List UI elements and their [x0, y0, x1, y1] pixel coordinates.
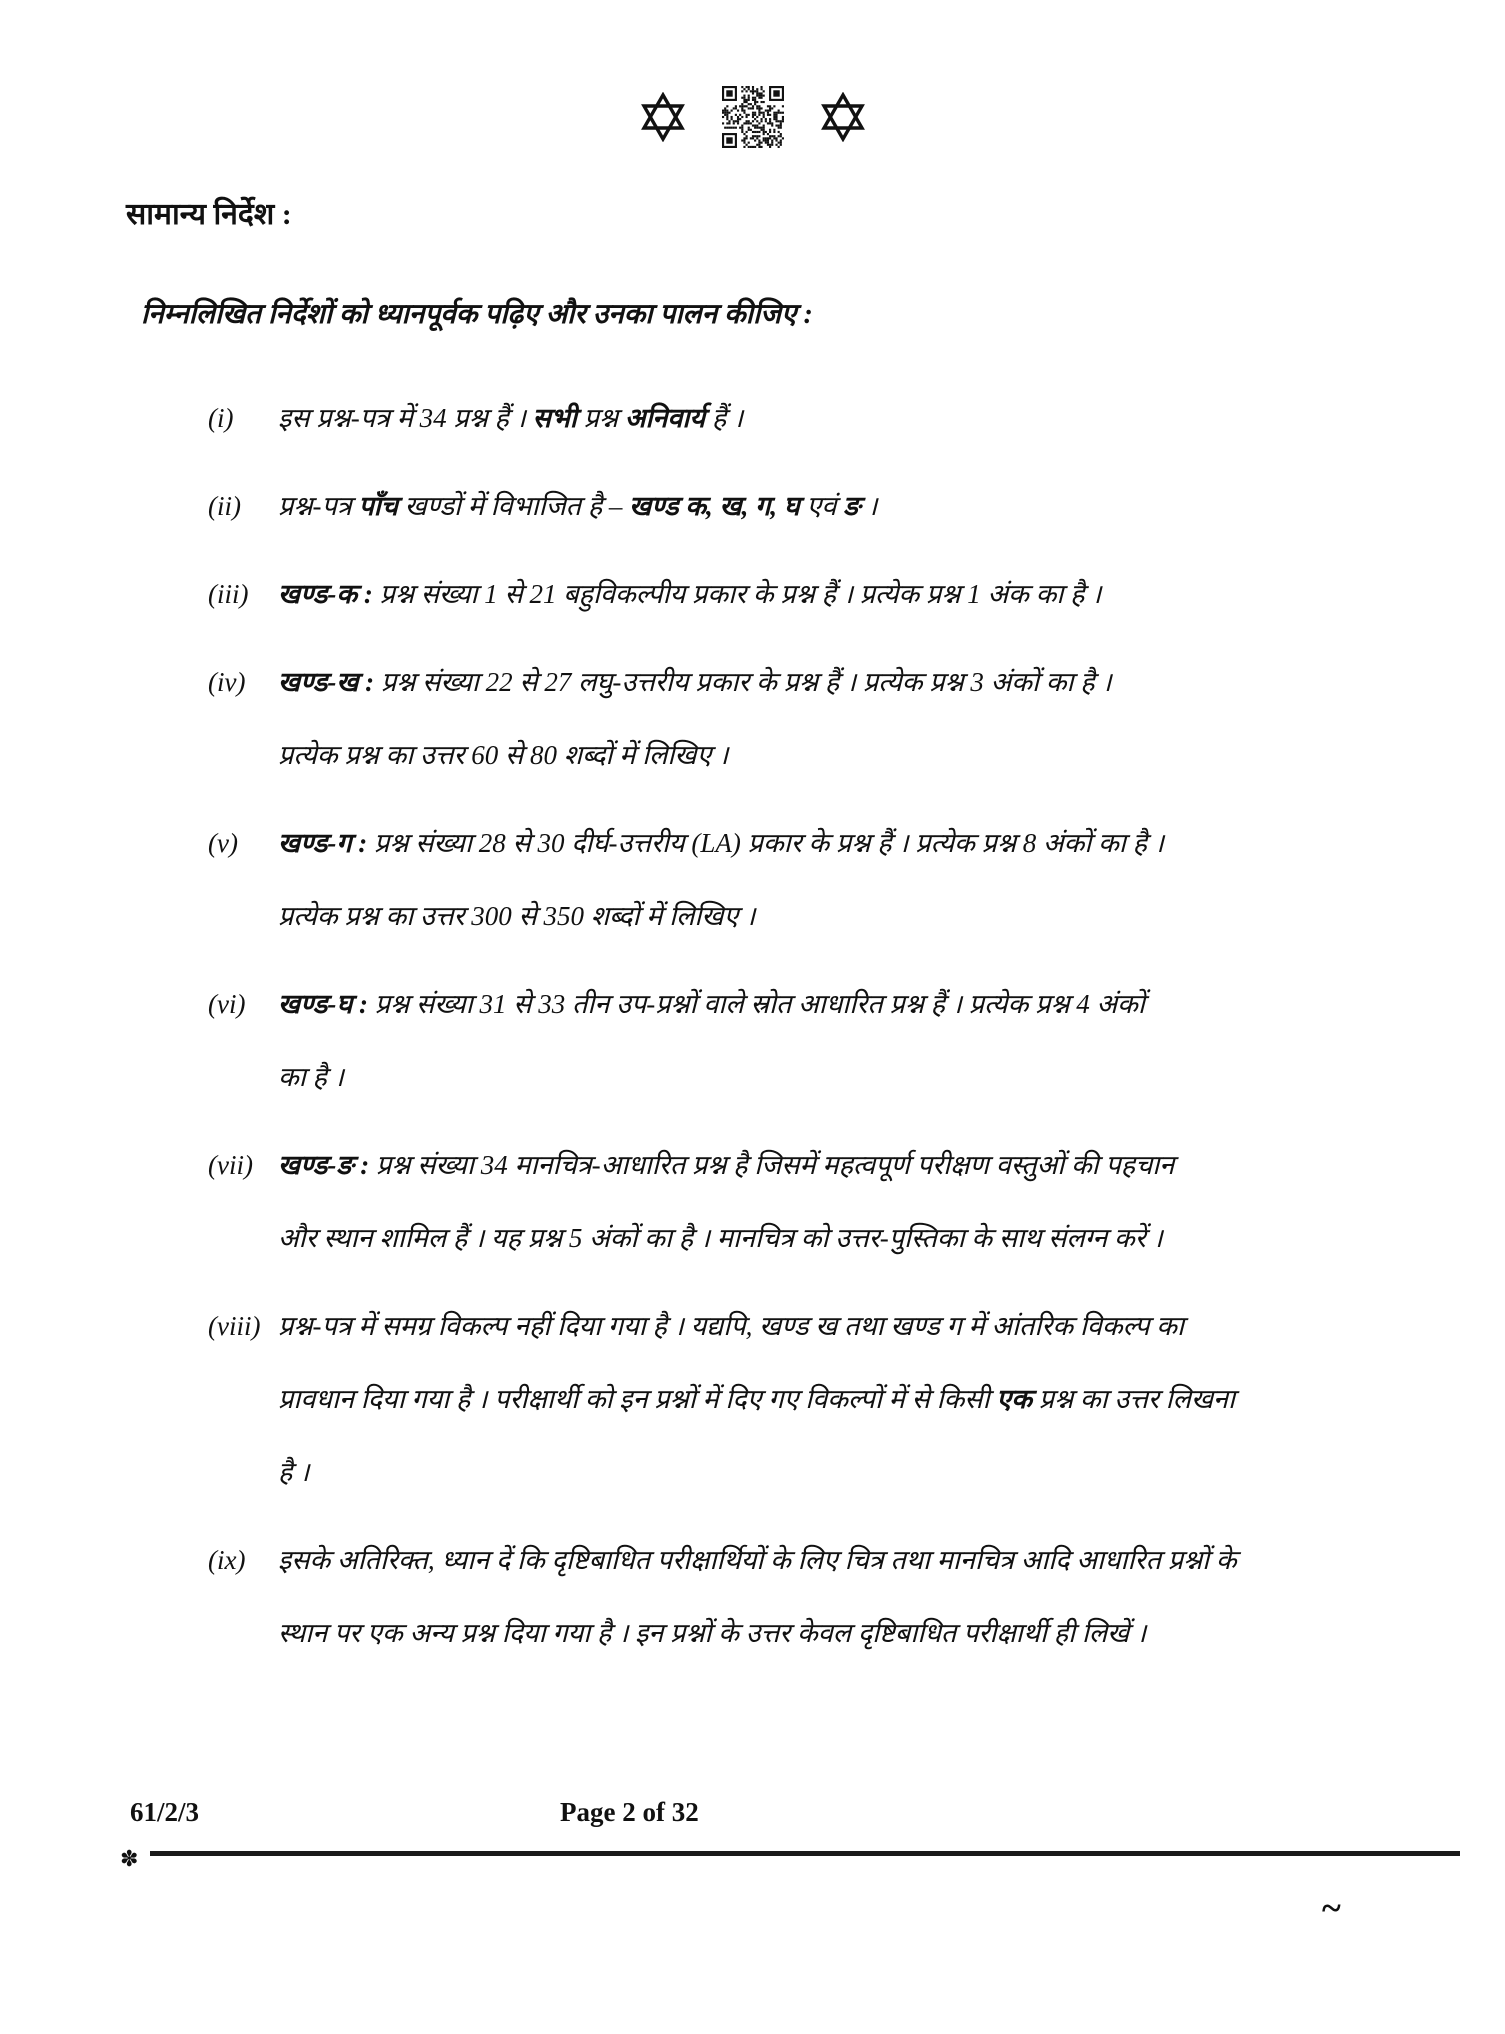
instructions-list — [208, 382, 1405, 1685]
instruction-line: खण्ड-ख : प्रश्न संख्या 22 से 27 लघु-उत्तरीय प्रकार के प्रश्न हैं । प्रत्येक प्रश्न 3 अंकों का है । — [278, 667, 1112, 697]
instruction-number: (iii) — [208, 579, 249, 609]
instruction-item-v — [208, 807, 1405, 953]
instruction-text — [278, 646, 1405, 792]
instruction-number: (vi) — [208, 989, 246, 1019]
tilde-mark: ~ — [1322, 1888, 1341, 1928]
page-number: Page 2 of 32 — [560, 1797, 699, 1827]
instruction-line: इसके अतिरिक्त, ध्यान दें कि दृष्टिबाधित परीक्षार्थियों के लिए चित्र तथा मानचित्र आदि आधारित प्रश्नों के — [278, 1545, 1237, 1575]
star-of-david-icon-left — [640, 92, 686, 142]
instruction-number: (ix) — [208, 1545, 246, 1575]
instructions-intro: निम्नलिखित निर्देशों को ध्यानपूर्वक पढ़िए और उनका पालन कीजिए : — [141, 299, 813, 330]
instruction-text — [278, 558, 1405, 631]
instruction-number: (iv) — [208, 667, 246, 697]
instruction-number: (v) — [208, 828, 238, 858]
instruction-item-vii — [208, 1129, 1405, 1275]
instruction-item-i — [208, 382, 1405, 455]
instruction-number: (viii) — [208, 1311, 261, 1341]
instruction-line: प्रत्येक प्रश्न का उत्तर 300 से 350 शब्दों में लिखिए । — [278, 901, 756, 931]
header-icons — [0, 86, 1505, 148]
instruction-item-vi — [208, 968, 1405, 1114]
instruction-line: खण्ड-ङ : प्रश्न संख्या 34 मानचित्र-आधारित प्रश्न है जिसमें महत्वपूर्ण परीक्षण वस्तुओं की पहचान — [278, 1150, 1175, 1180]
footer-rule — [150, 1851, 1460, 1856]
instruction-text — [278, 1129, 1405, 1275]
instruction-item-iii — [208, 558, 1405, 631]
instruction-item-ix — [208, 1524, 1405, 1670]
instruction-number: (i) — [208, 403, 234, 433]
instruction-item-ii — [208, 470, 1405, 543]
paper-code: 61/2/3 — [130, 1797, 200, 1827]
instruction-line: और स्थान शामिल हैं । यह प्रश्न 5 अंकों का है । मानचित्र को उत्तर-पुस्तिका के साथ संलग्न करें । — [278, 1223, 1163, 1253]
instruction-number: (vii) — [208, 1150, 253, 1180]
instruction-line: प्रावधान दिया गया है । परीक्षार्थी को इन प्रश्नों में दिए गए विकल्पों में से किसी एक प्रश्न का उत्तर लिखना — [278, 1384, 1236, 1414]
instruction-text — [278, 470, 1405, 543]
instruction-line: प्रत्येक प्रश्न का उत्तर 60 से 80 शब्दों में लिखिए । — [278, 740, 729, 770]
instruction-line: का है । — [278, 1062, 344, 1092]
instruction-text — [278, 807, 1405, 953]
instruction-number: (ii) — [208, 491, 241, 521]
instruction-line: खण्ड-घ : प्रश्न संख्या 31 से 33 तीन उप-प्रश्नों वाले स्रोत आधारित प्रश्न हैं । प्रत्येक प्रश्न 4 अंकों — [278, 989, 1145, 1019]
general-instructions-heading: सामान्य निर्देश : — [126, 198, 292, 231]
instruction-text — [278, 382, 1405, 455]
instruction-line: खण्ड-क : प्रश्न संख्या 1 से 21 बहुविकल्पीय प्रकार के प्रश्न हैं । प्रत्येक प्रश्न 1 अंक का है । — [278, 579, 1102, 609]
instruction-line: स्थान पर एक अन्य प्रश्न दिया गया है । इन प्रश्नों के उत्तर केवल दृष्टिबाधित परीक्षार्थी ही लिखें । — [278, 1618, 1147, 1648]
instruction-line: प्रश्न-पत्र में समग्र विकल्प नहीं दिया गया है । यद्यपि, खण्ड ख तथा खण्ड ग में आंतरिक विकल्प का — [278, 1311, 1185, 1341]
instruction-item-viii — [208, 1290, 1405, 1509]
instruction-text — [278, 1524, 1405, 1670]
instruction-line: इस प्रश्न-पत्र में 34 प्रश्न हैं । सभी प्रश्न अनिवार्य हैं । — [278, 403, 744, 433]
instruction-item-iv — [208, 646, 1405, 792]
instruction-text — [278, 968, 1405, 1114]
instruction-line: प्रश्न-पत्र पाँच खण्डों में विभाजित है – खण्ड क, ख, ग, घ एवं ङ । — [278, 491, 878, 521]
star-of-david-icon-right — [820, 92, 866, 142]
qr-code — [722, 86, 784, 148]
instruction-line: खण्ड-ग : प्रश्न संख्या 28 से 30 दीर्घ-उत्तरीय (LA) प्रकार के प्रश्न हैं । प्रत्येक प्रश्न 8 अंकों का है । — [278, 828, 1164, 858]
instruction-line: है । — [278, 1457, 310, 1487]
flower-icon: ✽ — [120, 1846, 139, 1871]
instruction-text — [278, 1290, 1405, 1509]
